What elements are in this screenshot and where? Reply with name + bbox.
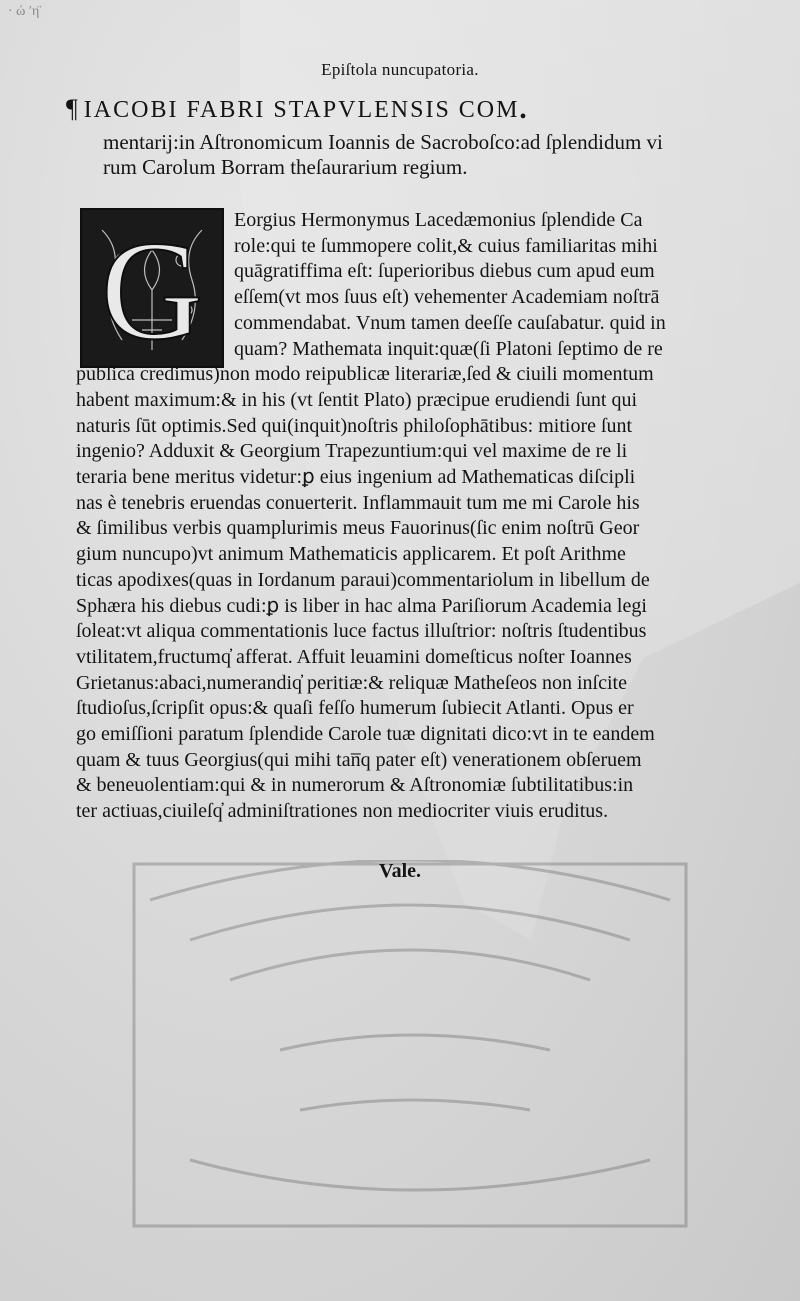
body-line: go emiſſioni paratum ſplendide Carole tuæ dignitati dico:vt in te eandem: [76, 723, 655, 746]
body-line: teraria bene meritus videtur:ꝑ eius ingenium ad Mathematicas diſcipli: [76, 466, 636, 489]
body-line: commendabat. Vnum tamen deeſſe cauſabatur. quid in: [234, 311, 666, 334]
margin-mark: · ώ ′η̈: [8, 4, 40, 19]
body-line: naturis ſūt optimis.Sed qui(inquit)noſtris philoſophātibus: mitiore ſunt: [76, 414, 633, 437]
body-line: quam? Mathemata inquit:quæ(ſi Platoni ſeptimo de re: [234, 337, 663, 360]
body-line: Sphæra his diebus cudi:ꝑ is liber in hac alma Pariſiorum Academia legi: [76, 594, 647, 617]
page-header: Epiſtola nuncupatoria.: [321, 60, 479, 79]
body-line: role:qui te ſummopere colit,& cuius familiaritas mihi: [234, 234, 658, 257]
pilcrow-icon: ¶: [66, 94, 80, 123]
body-line: nas è tenebris eruendas conuerterit. Inflammauit tum me mi Carole his: [76, 491, 640, 514]
body-line: ſtudioſus,ſcripſit opus:& quaſi feſſo humerum ſubiecit Atlanti. Opus er: [76, 697, 634, 720]
body-line: & beneuolentiam:qui & in numerorum & Aſtronomiæ ſubtilitatibus:in: [76, 774, 634, 797]
body-line: ter actiuas,ciuileſq̓ adminiſtrationes non mediocriter viuis eruditus.: [76, 800, 609, 823]
closing-vale: Vale.: [378, 860, 422, 882]
title-line-1: IACOBI FABRI STAPVLENSIS COM: [83, 97, 520, 123]
body-line: gium nuncupo)vt animum Mathematicis applicarem. Et poſt Arithme: [76, 543, 626, 566]
show-through-woodcut: [130, 860, 690, 1230]
letter-body: [76, 208, 766, 825]
drop-cap-letter: G: [100, 211, 204, 366]
body-line: eſſem(vt mos ſuus eſt) vehementer Academiam noſtrā: [234, 286, 660, 309]
body-line: ſoleat:vt aliqua commentationis luce factus illuſtrior: noſtris ſtudentibus: [76, 620, 647, 643]
body-line: ticas apodixes(quas in Iordanum paraui)commentariolum in libellum de: [76, 568, 650, 591]
body-line: & ſimilibus verbis quamplurimis meus Fauorinus(ſic enim noſtrū Geor: [76, 517, 640, 540]
body-line: quāgratiffima eſt: ſuperioribus diebus cum apud eum: [234, 260, 655, 283]
body-line: Grietanus:abaci,numerandiq̓ peritiæ:& reliquæ Matheſeos non inſcite: [76, 671, 627, 694]
body-line: publica credimus)non modo reipublicæ literariæ,ſed & ciuili momentum: [76, 363, 654, 386]
body-line: ingenio? Adduxit & Georgium Trapezuntium:qui vel maxime de re li: [76, 440, 628, 463]
body-line: quam & tuus Georgius(qui mihi tan̅q pater eſt) venerationem obſeruem: [76, 748, 642, 771]
title-line-2: mentarij:in Aſtronomicum Ioannis de Sacroboſco:ad ſplendidum vi: [103, 129, 663, 154]
title-block: ¶ IACOBI FABRI STAPVLENSIS $COM_•$ mentarij:in Aſtronomicum Ioannis de Sacroboſco:ad ſplendidum vi rum Carolum Borram theſaurarium regium.: [66, 96, 766, 180]
body-line: Eorgius Hermonymus Lacedæmonius ſplendide Ca: [234, 209, 643, 231]
body-line: vtilitatem,fructumq̓ afferat. Affuit leuamini domeſticus noſter Ioannes: [76, 645, 632, 668]
title-line-3: rum Carolum Borram theſaurarium regium.: [103, 154, 468, 179]
body-line: habent maximum:& in his (vt ſentit Plato) præcipue erudiendi ſunt qui: [76, 388, 638, 411]
